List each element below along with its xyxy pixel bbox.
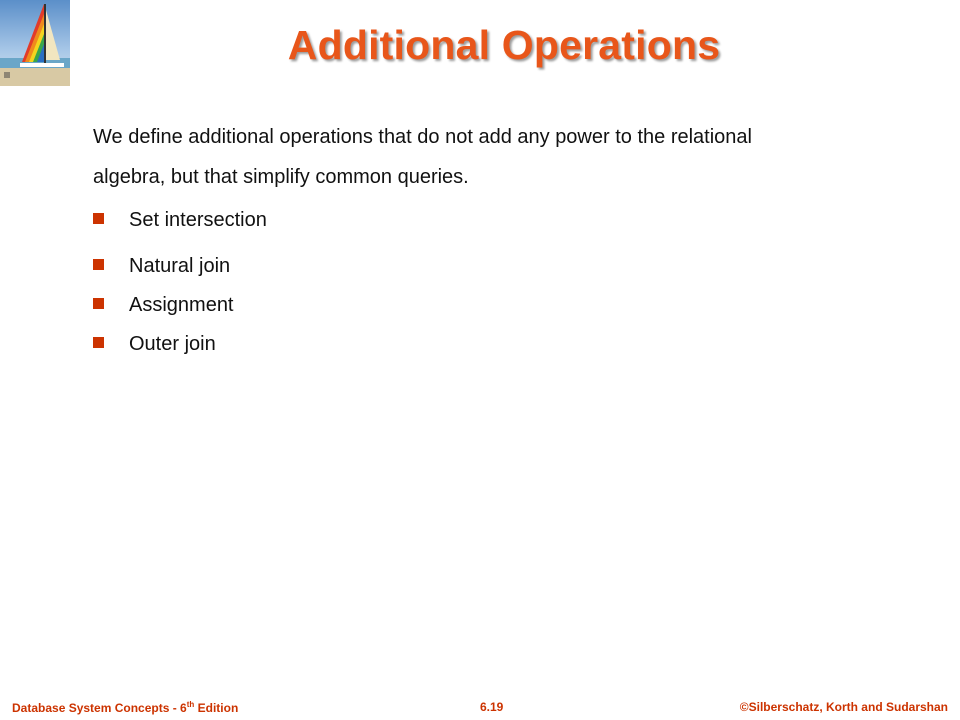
bullet-item	[93, 294, 234, 317]
bullet-label: Outer join	[129, 333, 216, 355]
footer-book-prefix: Database System Concepts - 6	[12, 701, 187, 715]
slide-title: Additional Operations	[287, 22, 721, 68]
footer-book-title	[12, 700, 238, 715]
square-bullet-icon	[93, 259, 104, 270]
footer-edition-sup: th	[186, 700, 195, 709]
intro-paragraph: We define additional operations that do not add any power to the relational algebra, but that simplify common queries.	[93, 126, 752, 188]
square-bullet-icon	[93, 337, 104, 348]
footer-copyright: ©Silberschatz, Korth and Sudarshan	[739, 700, 948, 714]
bullet-label: Assignment	[129, 294, 234, 316]
bullet-item	[93, 209, 267, 232]
footer-page-number: 6.19	[480, 700, 504, 714]
bullet-item	[93, 255, 230, 278]
footer-book-suffix: Edition	[194, 701, 239, 715]
bullet-label: Set intersection	[129, 209, 267, 231]
bullet-label: Natural join	[129, 255, 231, 277]
square-bullet-icon	[93, 213, 104, 224]
bullet-item	[93, 333, 216, 356]
square-bullet-icon	[93, 298, 104, 309]
